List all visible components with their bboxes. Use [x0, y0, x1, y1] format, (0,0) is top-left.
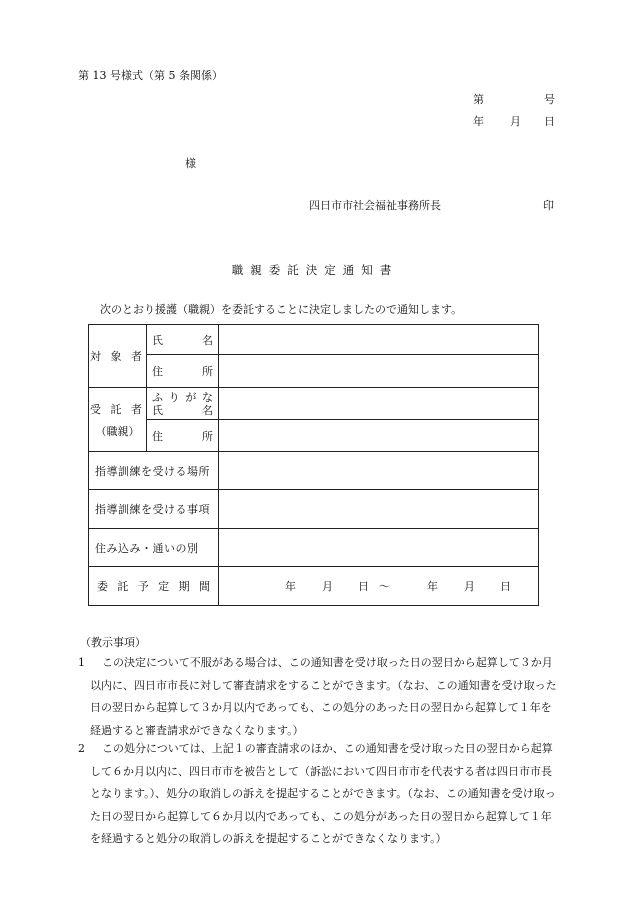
period-to-year: 年: [427, 580, 438, 593]
number-label-dai: 第: [473, 93, 484, 106]
table-row: [89, 388, 539, 420]
date-year-label: 年: [473, 115, 484, 128]
subject-name-label: 氏 名: [147, 325, 219, 355]
period-separator: ～: [379, 580, 390, 593]
subject-address-field[interactable]: [219, 355, 539, 388]
document-title: 職親委託決定通知書: [231, 263, 399, 277]
seal-mark: 印: [543, 199, 554, 212]
period-from-year: 年: [285, 580, 296, 593]
residence-type-label: 住み込み・通いの別: [89, 529, 219, 567]
training-place-label: 指導訓練を受ける場所: [89, 452, 219, 490]
recipient-honorific: 様: [185, 157, 196, 170]
table-row: [89, 567, 539, 606]
subject-label: 対 象 者: [89, 325, 147, 388]
number-label-gou: 号: [544, 93, 555, 106]
table-row: [89, 490, 539, 529]
subject-name-field[interactable]: [219, 325, 539, 355]
form-number: 第 13 号様式（第 5 条関係）: [78, 69, 223, 82]
subject-address-label: 住 所: [147, 355, 219, 388]
trustee-name-field[interactable]: [219, 388, 539, 420]
note-item: [78, 652, 560, 742]
note-item: [78, 738, 560, 851]
period-label: 委 託 予 定 期 間: [89, 567, 219, 606]
training-matter-field[interactable]: [219, 490, 539, 529]
period-from-month: 月: [322, 580, 333, 593]
note-number: 1: [78, 656, 85, 669]
trustee-address-label: 住 所: [147, 420, 219, 452]
intro-text: 次のとおり援護（職親）を委託することに決定しましたので通知します。: [100, 303, 463, 316]
period-to-month: 月: [464, 580, 475, 593]
training-matter-label: 指導訓練を受ける事項: [89, 490, 219, 529]
sender-name: 四日市市社会福祉事務所長: [309, 199, 441, 212]
period-from-day: 日: [358, 580, 369, 593]
table-row: [89, 529, 539, 567]
date-month-label: 月: [510, 115, 521, 128]
notes-heading: （教示事項）: [80, 636, 146, 649]
trustee-address-field[interactable]: [219, 420, 539, 452]
training-place-field[interactable]: [219, 452, 539, 490]
note-text: この決定について不服がある場合は、この通知書を受け取った日の翌日から起算して３か月以内に、四日市市長に対して審査請求をすることができます。（なお、この通知書を受け取った日の翌日から起算して３か月以内であっても、この処分のあった日の翌日から起算して１年を経過すると審査請求ができなくなります。）: [90, 656, 557, 737]
trustee-name-label: ふ り が な 氏 名: [147, 388, 219, 420]
residence-type-field[interactable]: [219, 529, 539, 567]
trustee-label: 受 託 者 （職親）: [89, 388, 147, 452]
period-to-day: 日: [500, 580, 511, 593]
note-number: 2: [78, 742, 85, 755]
table-row: [89, 355, 539, 388]
table-row: [89, 325, 539, 355]
details-table: [88, 324, 539, 606]
note-text: この処分については、上記１の審査請求のほか、この通知書を受け取った日の翌日から起算して６か月以内に、四日市市を被告として（訴訟において四日市市を代表する者は四日市市長となります。）、処分の取消しの訴えを提起することができます。（なお、この通知書を受け取った日の翌日から起算して６か月以内であっても、この処分があった日の翌日から起算して１年を経過すると処分の取消しの訴えを提起することができなくなります。）: [90, 742, 556, 846]
period-field[interactable]: [219, 567, 539, 606]
table-row: [89, 420, 539, 452]
date-day-label: 日: [544, 115, 555, 128]
table-row: [89, 452, 539, 490]
